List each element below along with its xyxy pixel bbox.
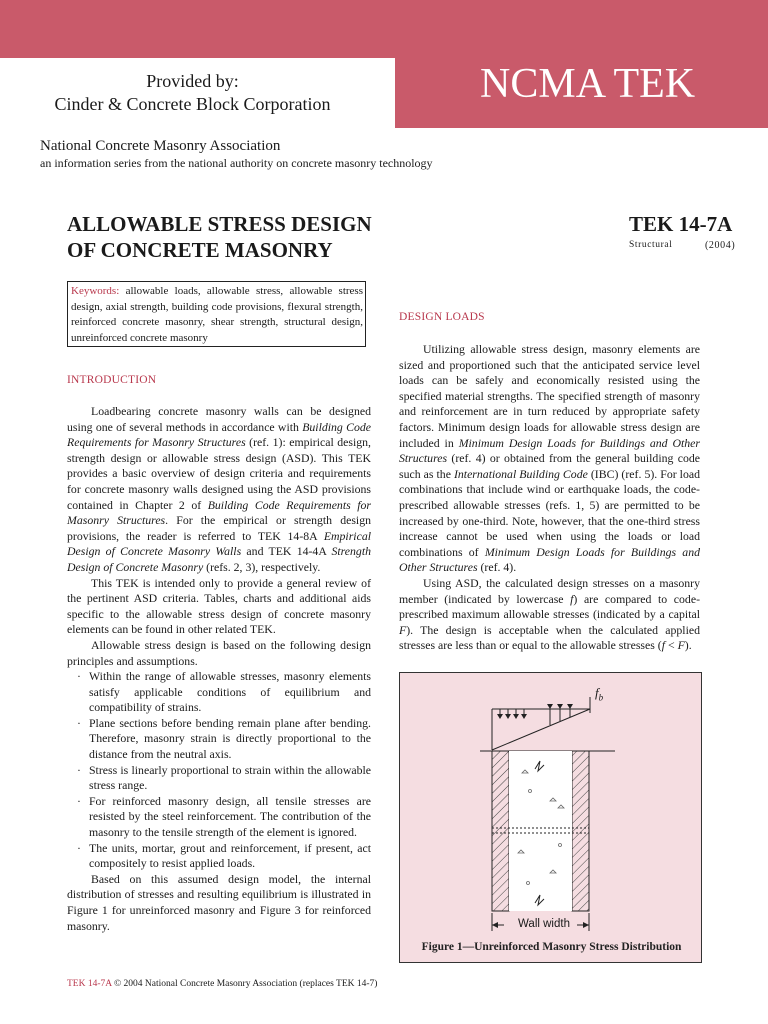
text-run: (ref. 1): empirical design, strength design or allowable stress design (ASD). This TEK provides a basic overview of design criteria and requirements for concrete masonry walls designed using the ASD provisions contained in Chapter 2 of [67, 435, 371, 512]
right-face-shell [572, 751, 589, 911]
tek-number: TEK 14-7A [629, 212, 733, 236]
text-run: (refs. 2, 3), respectively. [203, 559, 321, 574]
ref-title: International Building Code [453, 466, 588, 481]
text-run: < [665, 638, 678, 653]
footer-copyright: © 2004 National Concrete Masonry Association (replaces TEK 14-7) [111, 979, 378, 989]
tek-category: Structural [629, 240, 673, 250]
symbol: F [677, 638, 685, 653]
list-item: · Stress is linearly proportional to strain within the allowable stress range. [67, 763, 371, 794]
text-run: (IBC) (ref. 5). For load combinations that include wind or earthquake loads, the code-prescribed allowable stresses (refs. 1, 5) are permitted to be increased by one-third. Note, however, that the one-third stress increase cannot be used when using the loads or load combinations of [399, 466, 700, 559]
wall-core [509, 751, 572, 911]
stress-triangle [492, 697, 590, 750]
symbol: f [570, 591, 574, 606]
list-item: · Plane sections before bending remain plane after bending. Therefore, masonry strain is directly proportional to the distance from the neutral axis. [67, 716, 371, 763]
keywords-box [67, 281, 366, 347]
introduction-heading: INTRODUCTION [67, 374, 157, 386]
fb-symbol: f [595, 685, 599, 700]
text-run: . For the empirical or strength design provisions, the reader is referred to TEK 14-8A [67, 513, 371, 543]
provided-by-label: Provided by: [146, 71, 239, 91]
text-run: Utilizing allowable stress design, masonry elements are sized and proportioned such that the anticipated service level loads can be safely and economically resisted using the specified material strengths. The specified strength of masonry and reinforcement are in turn reduced by appropriate safety factors. Minimum design loads for allowable stress design are included in [399, 342, 700, 450]
list-item: · Within the range of allowable stresses, masonry elements satisfy applicable conditions of equilibrium and compatibility of strains. [67, 669, 371, 716]
title-line-1: ALLOWABLE STRESS DESIGN [67, 212, 372, 236]
symbol: F [399, 622, 407, 637]
left-face-shell [492, 751, 509, 911]
tek-year: (2004) [705, 240, 736, 251]
footer-tek-number: TEK 14-7A [67, 979, 112, 989]
text-run: ) are compared to code-prescribed maximum allowable stresses (indicated by a capital [399, 591, 700, 622]
provider-name: Cinder & Concrete Block Corporation [54, 94, 331, 114]
text-run: and TEK 14-4A [241, 544, 332, 559]
assumptions-list [67, 669, 371, 872]
design-loads-body [399, 342, 700, 654]
keywords-label: Keywords: [71, 285, 120, 297]
list-item: · The units, mortar, grout and reinforcement, if present, act compositely to resist applied loads. [67, 841, 371, 872]
tagline: an information series from the national authority on concrete masonry technology [40, 156, 433, 170]
keywords-text: allowable loads, allowable stress, allowable stress design, axial strength, building code provisions, flexural strength, reinforced concrete masonry, shear strength, structural design, unreinforced concrete masonry [71, 285, 363, 344]
ref-title: Minimum Design Loads for Buildings and Other Structures [399, 544, 701, 575]
ref-title: Building Code Requirements for Masonry Structures [67, 419, 371, 450]
fb-subscript: b [598, 692, 604, 703]
design-loads-paragraph-2 [399, 576, 700, 654]
figure-1 [399, 672, 702, 963]
design-loads-heading: DESIGN LOADS [399, 311, 485, 323]
intro-paragraph-1 [67, 404, 371, 576]
brand-title: NCMA TEK [480, 61, 696, 107]
text-run: (ref. 4) or obtained from the general building code such as the [399, 451, 700, 481]
organization-name: National Concrete Masonry Association [40, 138, 281, 154]
design-loads-paragraph-1 [399, 342, 700, 576]
symbol: f [661, 638, 666, 653]
fb-label [595, 685, 603, 703]
ref-title: Strength Design of Concrete Masonry [67, 544, 371, 574]
ref-title: Empirical Design of Concrete Masonry Walls [67, 528, 371, 559]
ref-title: Minimum Design Loads for Buildings and Other Structures [399, 435, 701, 466]
text-run: Loadbearing concrete masonry walls can be designed using one of several methods in accordance with [67, 404, 371, 434]
intro-paragraph-4: Based on this assumed design model, the internal distribution of stresses and resulting equilibrium is illustrated in Figure 1 for unreinforced masonry and Figure 3 for reinforced masonry. [67, 871, 371, 933]
footer [67, 979, 377, 989]
text-run: Using ASD, the calculated design stresses on a masonry member (indicated by lowercase [399, 575, 700, 606]
wall-width-label: Wall width [518, 918, 570, 930]
text-run: ). The design is acceptable when the calculated applied stresses are less than or equal to the allowable stresses ( [399, 622, 700, 653]
intro-paragraph-3: Allowable stress design is based on the following design principles and assumptions. [67, 637, 371, 668]
figure-caption: Figure 1—Unreinforced Masonry Stress Distribution [421, 941, 682, 953]
text-run: (ref. 4). [477, 560, 517, 575]
introduction-body [67, 404, 371, 934]
list-item: · For reinforced masonry design, all tensile stresses are resisted by the steel reinforcement. The contribution of the masonry to the tensile strength of the element is ignored. [67, 794, 371, 841]
title-line-2: OF CONCRETE MASONRY [67, 238, 333, 262]
intro-paragraph-2: This TEK is intended only to provide a general review of the pertinent ASD criteria. Tables, charts and additional aids specific to the allowable stress design of concrete masonry elements can be found in other related TEK. [67, 575, 371, 637]
ref-title: Building Code Requirements for Masonry Structures [67, 497, 371, 528]
document-title [67, 211, 372, 263]
text-run: ). [684, 638, 692, 653]
